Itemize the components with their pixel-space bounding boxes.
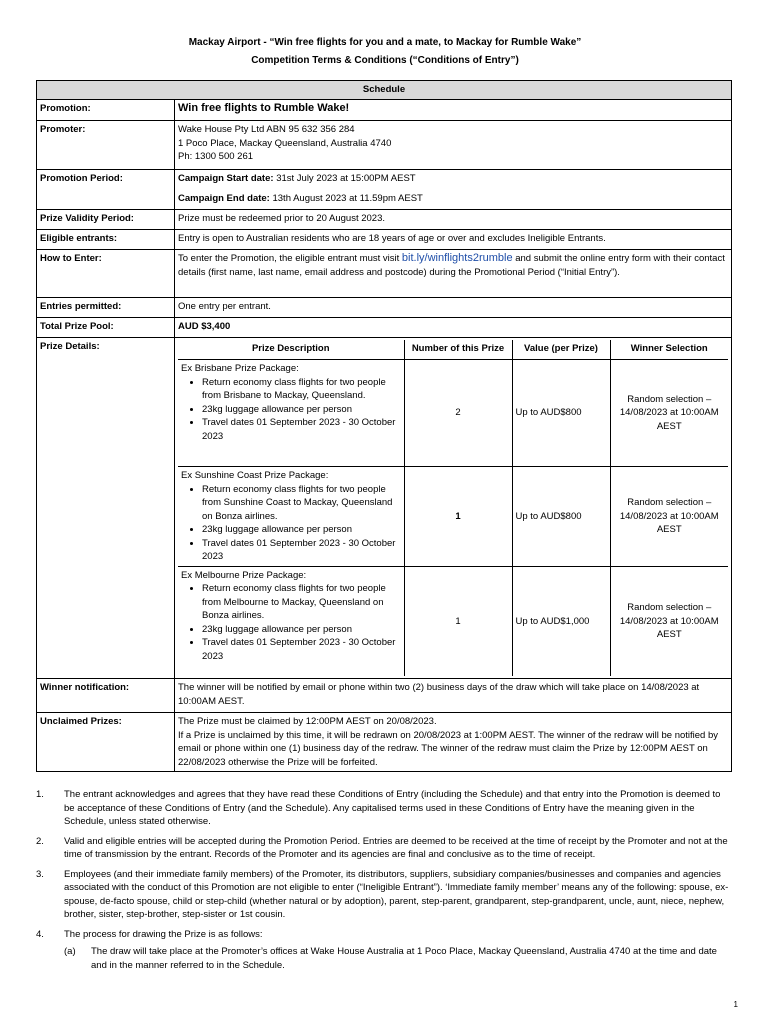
prize-title: Ex Sunshine Coast Prize Package: xyxy=(181,470,329,481)
prize-row xyxy=(178,566,728,676)
prize-selection: Random selection – 14/08/2023 at 10:00AM AEST xyxy=(610,566,728,676)
prize-description xyxy=(178,467,404,567)
winner-notification-label: Winner notification: xyxy=(37,679,175,713)
clause-text: The entrant acknowledges and agrees that they have read these Conditions of Entry (including the Schedule) and that entry into the Promotion is deemed to be acceptance of these Conditions of Entry (and the Schedule). Any capitalised terms used in these Conditions of Entry have the meaning given in the Schedule, unless stated otherwise. xyxy=(64,789,721,827)
promoter-phone: Ph: 1300 500 261 xyxy=(178,151,254,162)
clause-text: The process for drawing the Prize is as follows: xyxy=(64,928,263,940)
prize-header-description: Prize Description xyxy=(251,343,330,354)
winner-notification-value: The winner will be notified by email or phone within two (2) business days of the draw which will take place on 14/08/2023 at 10:00AM AEST. xyxy=(175,679,732,713)
prize-table xyxy=(178,340,728,676)
clause-number: 3. xyxy=(36,868,44,880)
prize-bullet: • Return economy class flights for two people from Brisbane to Mackay, Queensland. xyxy=(202,376,401,403)
prize-value: Up to AUD$1,000 xyxy=(512,566,610,676)
schedule-heading: Schedule xyxy=(37,81,732,100)
clause xyxy=(36,868,732,922)
unclaimed-prizes-value xyxy=(175,713,732,772)
prize-details-cell xyxy=(175,338,732,679)
promoter-value xyxy=(175,121,732,170)
prize-value: Up to AUD$800 xyxy=(512,467,610,567)
prize-details-label: Prize Details: xyxy=(37,338,175,679)
prize-value: Up to AUD$800 xyxy=(512,360,610,467)
eligible-value: Entry is open to Australian residents who are 18 years of age or over and excludes Ineligible Entrants. xyxy=(175,230,732,250)
prize-number: 2 xyxy=(404,360,512,467)
prize-header-number: Number of this Prize xyxy=(404,340,512,360)
promoter-address: 1 Poco Place, Mackay Queensland, Australia 4740 xyxy=(178,137,392,149)
prize-bullet: • Travel dates 01 September 2023 - 30 October 2023 xyxy=(202,416,401,443)
document-subtitle: Competition Terms & Conditions (“Conditions of Entry”) xyxy=(251,55,519,66)
prize-bullet: • 23kg luggage allowance per person xyxy=(202,523,401,537)
validity-value: Prize must be redeemed prior to 20 August 2023. xyxy=(175,210,732,230)
validity-label: Prize Validity Period: xyxy=(37,210,175,230)
schedule-table xyxy=(36,80,732,772)
how-to-enter-text: To enter the Promotion, the eligible entrant must visit xyxy=(178,253,400,264)
promoter-name: Wake House Pty Ltd ABN 95 632 356 284 xyxy=(178,124,355,135)
clause xyxy=(36,788,732,829)
prize-row xyxy=(178,467,728,567)
prize-pool-label: Total Prize Pool: xyxy=(37,318,175,338)
prize-selection: Random selection – 14/08/2023 at 10:00AM AEST xyxy=(610,467,728,567)
clause xyxy=(36,835,732,862)
promotion-label: Promotion: xyxy=(37,100,175,121)
document-title: Mackay Airport - “Win free flights for you and a mate, to Mackay for Rumble Wake” xyxy=(188,37,582,48)
prize-bullet: • 23kg luggage allowance per person xyxy=(202,623,401,637)
prize-pool-value: AUD $3,400 xyxy=(175,318,732,338)
prize-title: Ex Melbourne Prize Package: xyxy=(181,569,307,581)
subclause-text: The draw will take place at the Promoter’s offices at Wake House Australia at 1 Poco Place, Mackay Queensland, Australia 4740 at the time and date and in the manner referred to in the Schedule. xyxy=(91,946,717,971)
prize-title: Ex Brisbane Prize Package: xyxy=(181,363,299,374)
clause-text: Valid and eligible entries will be accepted during the Promotion Period. Entries are deemed to be received at the time of receipt by the Promoter and not at the time of transmission by the entrant. Records of the Promoter and its agencies are final and conclusive as to the time of receipt. xyxy=(64,835,728,860)
prize-number: 1 xyxy=(404,566,512,676)
entry-link[interactable]: bit.ly/winflights2rumble xyxy=(401,252,513,264)
end-value: 13th August 2023 at 11.59pm AEST xyxy=(272,192,423,204)
prize-description xyxy=(178,360,404,467)
prize-bullet: • Travel dates 01 September 2023 - 30 October 2023 xyxy=(202,537,401,564)
prize-bullet: • Return economy class flights for two people from Melbourne to Mackay, Queensland on Bonza airlines. xyxy=(202,582,401,623)
prize-header-value: Value (per Prize) xyxy=(512,340,610,360)
period-label: Promotion Period: xyxy=(37,170,175,210)
unclaimed-prizes-label: Unclaimed Prizes: xyxy=(37,713,175,772)
subclause-number: (a) xyxy=(64,946,76,957)
prize-number: 1 xyxy=(404,467,512,567)
clause xyxy=(36,928,732,973)
clause-text: Employees (and their immediate family members) of the Promoter, its distributors, suppliers, subsidiary companies/businesses and companies and agencies associated with the conduct of this Promotion are not eligible to enter (“Ineligible Entrant”). ‘Immediate family member’ means any of the following: spouse, ex-spouse, de-facto spouse, child or step-child (whether natural or by adoption), parent, step-parent, grandparent, step-grandparent, uncle, aunt, niece, nephew, brother, sister, step-brother, step-sister or 1st cousin. xyxy=(64,868,729,920)
prize-bullet: • 23kg luggage allowance per person xyxy=(202,403,401,417)
how-to-enter-label: How to Enter: xyxy=(37,250,175,298)
clauses-list xyxy=(36,788,732,978)
entries-value: One entry per entrant. xyxy=(175,298,732,318)
period-value xyxy=(175,170,732,210)
promoter-label: Promoter: xyxy=(37,121,175,170)
prize-bullet: • Travel dates 01 September 2023 - 30 October 2023 xyxy=(202,636,401,663)
unclaimed-line-2: If a Prize is unclaimed by this time, it will be redrawn on 20/08/2023 at 1:00PM AEST. The winner of the redraw will be notified by email or phone within one (1) business day of the redraw. The winner of the redraw must claim the Prize by 12:00PM AEST on 22/08/2023 otherwise the Prize will be forfeited. xyxy=(178,729,719,768)
page-number: 1 xyxy=(733,1000,738,1009)
how-to-enter-value xyxy=(175,250,732,298)
subclause xyxy=(64,945,732,972)
unclaimed-line-1: The Prize must be claimed by 12:00PM AEST on 20/08/2023. xyxy=(178,716,437,727)
end-label: Campaign End date: xyxy=(178,192,270,204)
eligible-label: Eligible entrants: xyxy=(37,230,175,250)
clause-number: 4. xyxy=(36,928,44,940)
start-label: Campaign Start date: xyxy=(178,173,274,184)
prize-row xyxy=(178,360,728,467)
clause-number: 2. xyxy=(36,835,44,847)
promotion-value: Win free flights to Rumble Wake! xyxy=(175,100,732,121)
how-to-enter-text-2: and submit the online entry form with their contact details (first name, last name, email address and postcode) during the Promotional Period (“Initial Entry”). xyxy=(178,253,725,278)
entries-label: Entries permitted: xyxy=(37,298,175,318)
clause-number: 1. xyxy=(36,789,44,800)
prize-selection: Random selection – 14/08/2023 at 10:00AM AEST xyxy=(610,360,728,467)
start-value: 31st July 2023 at 15:00PM AEST xyxy=(276,173,416,184)
prize-header-selection: Winner Selection xyxy=(610,340,728,360)
prize-description xyxy=(178,566,404,676)
prize-bullet: • Return economy class flights for two people from Sunshine Coast to Mackay, Queensland on Bonza airlines. xyxy=(202,483,401,524)
